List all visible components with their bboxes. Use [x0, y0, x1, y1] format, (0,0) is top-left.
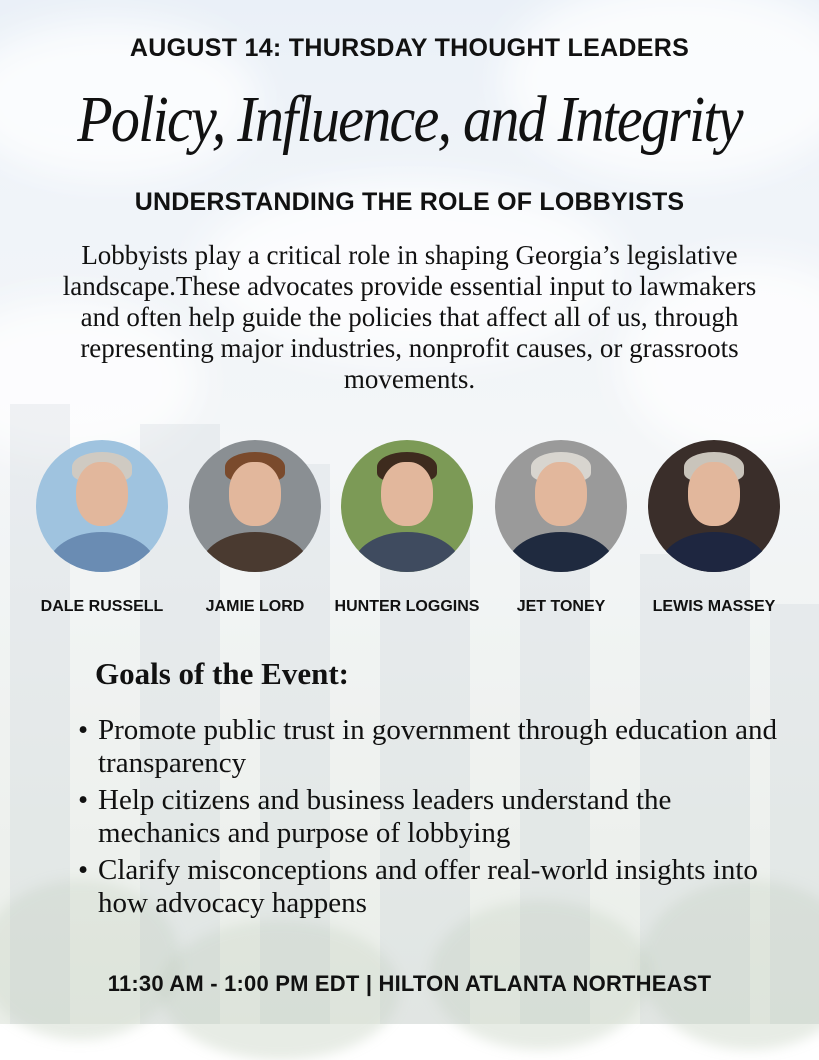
- speaker-photo: [341, 440, 473, 572]
- speaker-photo: [495, 440, 627, 572]
- bullet-icon: •: [78, 784, 89, 816]
- goal-item: [78, 784, 778, 850]
- speaker-name: LEWIS MASSEY: [652, 598, 776, 615]
- goal-item: [78, 714, 778, 780]
- event-subtitle: UNDERSTANDING THE ROLE OF LOBBYISTS: [134, 188, 685, 216]
- event-date-series: AUGUST 14: THURSDAY THOUGHT LEADERS: [129, 34, 690, 62]
- intro-paragraph: Lobbyists play a critical role in shaping Georgia’s legislative landscape.These advocates provide essential input to lawmakers and often help guide the policies that affect all of us, through representing major industries, nonprofit causes, or grassroots movements.: [62, 240, 757, 394]
- bullet-icon: •: [78, 714, 89, 746]
- event-time-location: 11:30 AM - 1:00 PM EDT | HILTON ATLANTA NORTHEAST: [107, 971, 712, 996]
- goals-heading: Goals of the Event:: [95, 656, 350, 691]
- speaker-card: [22, 440, 182, 615]
- speaker-name: JAMIE LORD: [205, 598, 305, 615]
- goal-text: Help citizens and business leaders understand the mechanics and purpose of lobbying: [98, 784, 672, 849]
- speaker-row: [0, 440, 819, 630]
- speaker-card: [634, 440, 794, 615]
- goal-text: Promote public trust in government through education and transparency: [98, 714, 777, 779]
- speaker-card: [481, 440, 641, 615]
- goals-list: [78, 714, 778, 924]
- event-title: Policy, Influence, and Integrity: [77, 83, 742, 156]
- bullet-icon: •: [78, 854, 89, 886]
- speaker-photo: [648, 440, 780, 572]
- goal-text: Clarify misconceptions and offer real-world insights into how advocacy happens: [98, 854, 758, 919]
- speaker-name: DALE RUSSELL: [40, 598, 164, 615]
- speaker-name: JET TONEY: [516, 598, 606, 615]
- speaker-name: HUNTER LOGGINS: [334, 598, 480, 615]
- speaker-photo: [36, 440, 168, 572]
- goal-item: [78, 854, 778, 920]
- speaker-photo: [189, 440, 321, 572]
- speaker-card: [327, 440, 487, 615]
- speaker-card: [175, 440, 335, 615]
